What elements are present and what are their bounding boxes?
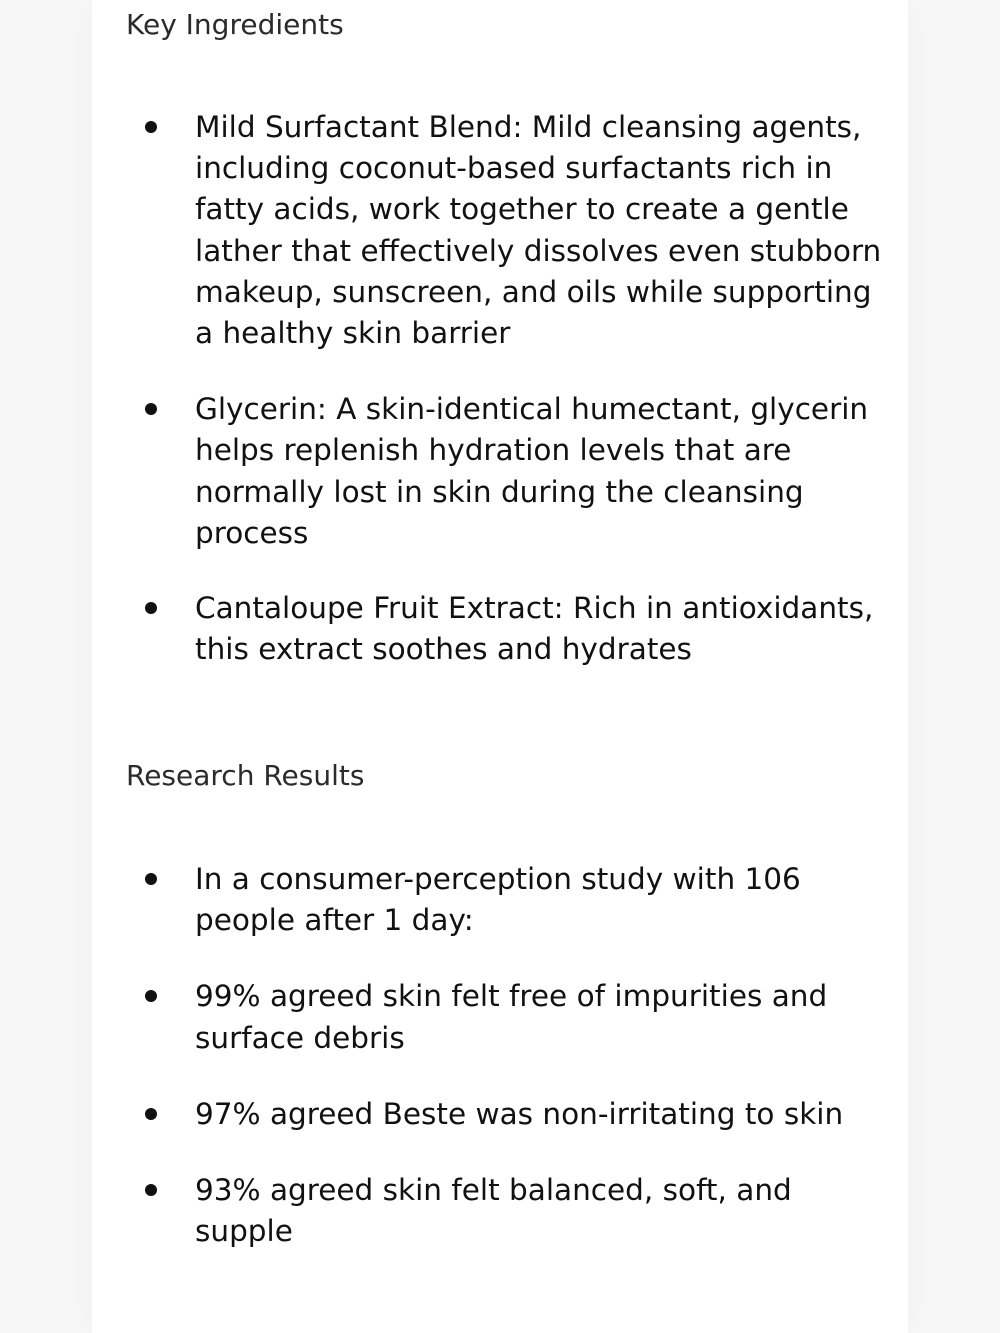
list-item <box>0 976 1000 1058</box>
list-item-text: 97% agreed Beste was non-irritating to skin <box>195 1096 844 1131</box>
bullet-icon <box>145 990 157 1002</box>
list-item-text: Mild Surfactant Blend: Mild cleansing agents, including coconut-based surfactants rich in fatty acids, work together to create a gentle lather that effectively dissolves even stubborn makeup, sunscreen, and oils while supporting a healthy skin barrier <box>195 110 882 351</box>
list-item <box>0 1094 1000 1135</box>
bullet-icon <box>145 403 157 415</box>
list-item <box>0 588 1000 670</box>
list-item-text: Cantaloupe Fruit Extract: Rich in antioxidants, this extract soothes and hydrates <box>195 591 874 667</box>
bullet-icon <box>145 1184 157 1196</box>
bullet-icon <box>145 602 157 614</box>
list-item-text: 99% agreed skin felt free of impurities and surface debris <box>195 979 828 1055</box>
list-item <box>0 389 1000 554</box>
list-item-text: 93% agreed skin felt balanced, soft, and supple <box>195 1173 792 1249</box>
list-item <box>0 107 1000 354</box>
key-ingredients-heading: Key Ingredients <box>126 8 344 41</box>
research-results-list <box>0 859 1000 1252</box>
bullet-icon <box>145 1108 157 1120</box>
list-item-text: Glycerin: A skin-identical humectant, glycerin helps replenish hydration levels that are normally lost in skin during the cleansing process <box>195 392 869 550</box>
research-results-heading: Research Results <box>126 759 365 792</box>
bullet-icon <box>145 873 157 885</box>
list-item <box>0 859 1000 941</box>
list-item <box>0 1170 1000 1252</box>
bullet-icon <box>145 121 157 133</box>
list-item-text: In a consumer-perception study with 106 people after 1 day: <box>195 862 801 938</box>
key-ingredients-list <box>0 107 1000 670</box>
